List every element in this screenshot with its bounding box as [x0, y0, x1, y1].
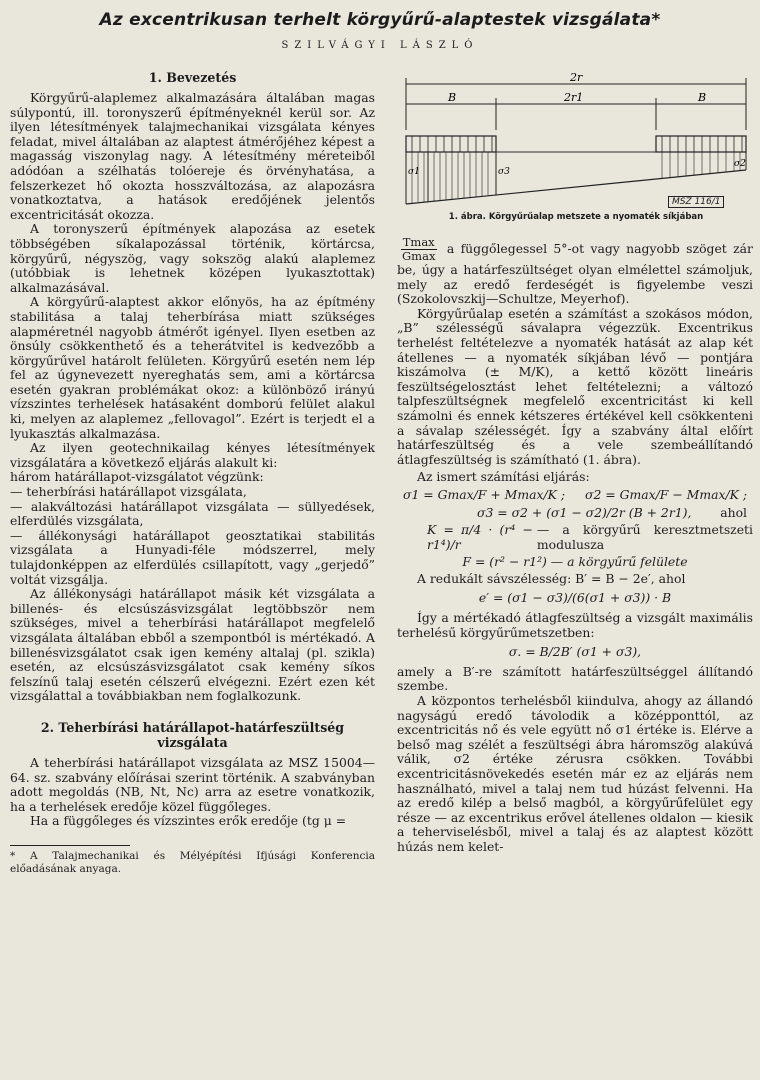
- section-1-heading: 1. Bevezetés: [148, 70, 237, 85]
- right-column: [397, 236, 753, 855]
- paragraph: Ha a függőleges és vízszintes erők eredője (tg μ =: [30, 813, 347, 829]
- list-item: — állékonysági határállapot geosztatikai stabilitás vizsgálata a Hunyadi-féle módszerrel, mely tulajdonképpen az elferdülés csillapított, vagy „gerjedő” voltát vizsgálja.: [10, 527, 375, 587]
- equation-sigma3: σ3 = σ2 + (σ1 − σ2)/2r (B + 2r1), ahol: [477, 504, 747, 520]
- list-item: — alakváltozási határállapot vizsgálata — süllyedések, elferdülés vizsgálata,: [10, 498, 375, 529]
- standard-stamp: MSZ 116/1: [668, 196, 724, 208]
- list-item: — teherbírási határállapot vizsgálata,: [10, 484, 247, 500]
- paragraph: A teherbírási határállapot vizsgálata az MSZ 15004—64. sz. szabvány előírásai szerint történik. A szabványban adott megoldás (NB, Nt, Nc) arra az esetre vonatkozik, ha a terhelések eredője közel függőleges.: [10, 754, 375, 814]
- left-column: [10, 70, 375, 876]
- paragraph: Így a mértékadó átlagfeszültség a vizsgált maximális terhelésű körgyűrűmetszetben:: [397, 610, 753, 640]
- paragraph: Körgyűrű-alaplemez alkalmazására általában magas súlypontú, ill. toronyszerű építményeknél kerül sor. Az ilyen létesítmények talajmechanikai vizsgálata kényes feladat, mivel általában az alaptest átmérőjéhez képest a magasság viszonylag nagy. A létesítmény méreteiből adódóan a szélhatás tolóereje és örvényhatása, a felszerkezet hő okozta hosszváltozása, az alapozásra vonatkoztatva, a hatások eredőjének jelentős excentricitását okozza.: [10, 90, 375, 222]
- author: SZILVÁGYI LÁSZLÓ: [281, 40, 479, 51]
- equation-sigma1-sigma2: σ1 = Gmax/F + Mmax/K ; σ2 = Gmax/F − Mmax/K ;: [403, 486, 747, 502]
- paragraph: Az ilyen geotechnikailag kényes létesítmények vizsgálatára a következő eljárás alakult ki:: [10, 440, 375, 470]
- label-sigma1: σ1: [408, 167, 420, 177]
- footnote: * A Talajmechanikai és Mélyépítési Ifjúsági Konferencia előadásának anyaga.: [10, 849, 375, 875]
- paragraph: amely a B′-re számított határfeszültséggel állítandó szembe.: [397, 663, 753, 694]
- dim-B-right: B: [698, 91, 707, 104]
- paragraph: A toronyszerű építmények alapozása az esetek többségében síkalapozással történik, körtárcsa, körgyűrű, négyszög, vagy sokszög alakú alaplemez (utóbbiak is lehetnek középen lyukasztottak) alkalmazásával.: [10, 221, 375, 295]
- dim-B-left: B: [448, 91, 457, 104]
- section-2-heading: 2. Teherbírási határállapot-határfeszültség vizsgálata: [40, 719, 345, 750]
- paragraph: három határállapot-vizsgálatot végzünk:: [10, 469, 264, 485]
- paragraph: Körgyűrűalap esetén a számítást a szokásos módon, „B” szélességű sávalapra végezzük. Excentrikus terhelést feltételezve a nyomaték hatását az alap két átellenes — a nyomaték síkjában lévő — pontjára kiszámolva (± M/K), a kettő között lineáris feszültségelosztást lehet feltételezni; a változó talpfeszültségnek megfelelő excentricitást ki kell számolni és ennek kétszeres értékével kell csökkenteni a sávalap szélességét. Így a szabvány által előírt határfeszültség és a vele szembeállítandó átlagfeszültség is számítható (1. ábra).: [397, 305, 753, 467]
- dim-2r: 2r: [570, 71, 583, 84]
- label-sigma2: σ2: [734, 159, 746, 169]
- equation-area: F = (r² − r1²) — a körgyűrű felülete: [462, 554, 688, 570]
- list: [10, 485, 375, 587]
- ratio-fraction: $\frac{Tmax}{Gmax}$: [402, 235, 436, 263]
- paragraph: Az állékonysági határállapot másik két vizsgálata a billenés- és elcsúszásvizsgálat legtöbbször nem szükséges, mivel a teherbírási határállapot megfelelő vizsgálata általában ebből a szempontból is mértékadó. A billenésvizsgálatot csak igen kemény altalaj (pl. szikla) esetén, az elcsúszásvizsgálatot csak kemény síkos felszínű talaj esetén célszerű elvégezni. Ezért ezen két vizsgálattal a továbbiakban nem foglalkozunk.: [10, 586, 375, 704]
- figure-caption: 1. ábra. Körgyűrűalap metszete a nyomaték síkjában: [448, 212, 704, 222]
- equation-modulus: K = π/4 · (r⁴ − r1⁴)/r — a körgyűrű keresztmetszeti modulusza: [427, 522, 753, 552]
- dim-2r1: 2r1: [564, 91, 584, 104]
- paragraph: A központos terhelésből kiindulva, ahogy az állandó nagyságú eredő távolodik a középponttól, az excentricitás nő és vele együtt nő σ1 értéke is. Elérve a belső mag szélét a feszültségi ábra háromszög alakúvá válik, σ2 értéke zérusra csökken. További excentricitásnövekedés esetén már ez az eljárás nem használható, mivel a talaj nem tud húzást felvenni. Ha az eredő kilép a belső magból, a körgyűrűfelület egy része — az excentrikus erővel átellenes oldalon — kiesik a teherviselésből, mivel a talaj és az alaptest között húzás nem kelet-: [397, 693, 753, 854]
- paragraph: A redukált sávszélesség: B′ = B − 2e′, ahol: [417, 570, 686, 586]
- footnote-divider: [10, 845, 130, 846]
- article-title: Az excentrikusan terhelt körgyűrű-alaptestek vizsgálata*: [99, 10, 661, 30]
- paragraph: $\frac{Tmax}{Gmax}$ a függőlegessel 5°-ot vagy nagyobb szöget zár be, úgy a határfeszültséget olyan elmélettel számoljuk, mely az eredő ferdeségét is figyelembe veszi (Szokolovszkij—Schultze, Meyerhof).: [397, 235, 753, 307]
- paragraph: A körgyűrű-alaptest akkor előnyös, ha az építmény stabilitása a talaj teherbírása miatt szükséges alapméretnél nagyobb átmérőt igényel. Ilyen esetben az önsúly csökkenthető és a teherátvitel is kedvezőbb a körgyűrűvel határolt felületen. Körgyűrű esetén nem lép fel az úgynevezett nyereghatás sem, ami a körtárcsa esetén gyakran problémákat okoz: a különböző irányú vízszintes terhelések hatásaként domború felület alakul ki, melyen az alaplemez „fellovagol”. Ezért is terjedt el a lyukasztás alkalmazása.: [10, 294, 375, 441]
- paragraph: Az ismert számítási eljárás:: [417, 469, 590, 485]
- equation-eccentricity: e′ = (σ1 − σ3)/(6(σ1 + σ3)) · B: [478, 590, 672, 606]
- equation-average-stress: σ. = B/2B′ (σ1 + σ3),: [508, 644, 642, 660]
- label-sigma3: σ3: [498, 167, 510, 177]
